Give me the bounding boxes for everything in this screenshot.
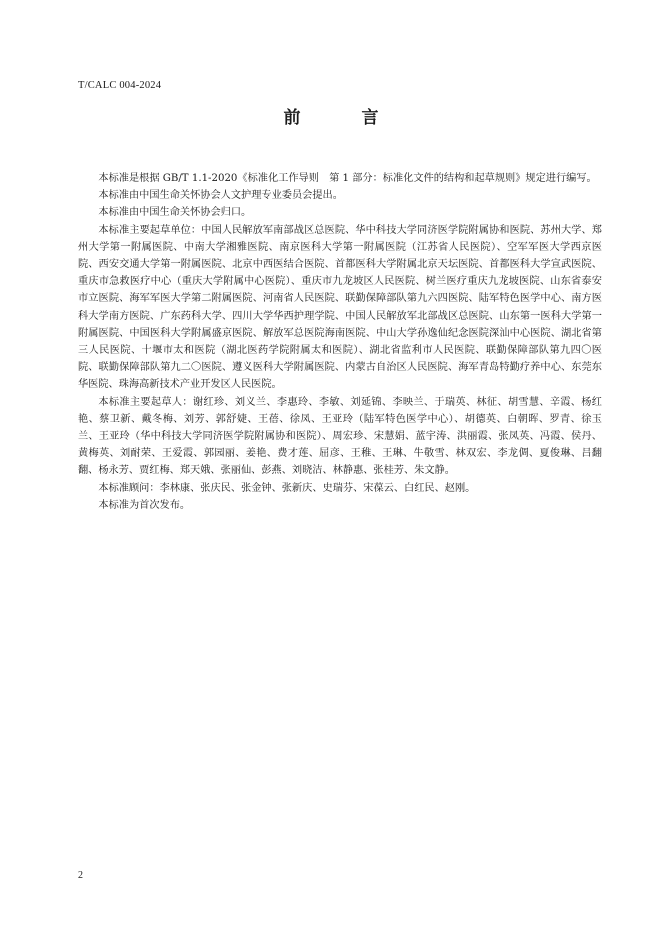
paragraph-drafting-basis: 本标准是根据 GB/T 1.1-2020《标准化工作导则 第 1 部分：标准化文件的结构和起草规则》规定进行编写。 [98, 173, 597, 184]
page-number: 2 [78, 870, 83, 881]
paragraph-proposer: 本标准由中国生命关怀协会人文护理专业委员会提出。 [98, 190, 343, 202]
paragraph-drafting-units: 本标准主要起草单位：中国人民解放军南部战区总医院、华中科技大学同济医学院附属协和医院、苏州大学、郑州大学第一附属医院、中南大学湘雅医院、南京医科大学第一附属医院（江苏省人民医院）、空军军医大学西京医院、西安交通大学第一附属医院、北京中西医结合医院、首都医科大学附属北京天坛医院、首都医科大学宣武医院、重庆市急救医疗中心（重庆大学附属中心医院）、重庆市九龙坡区人民医院、树兰医疗重庆九龙坡医院、山东省泰安市立医院、海军军医大学第二附属医院、河南省人民医院、联勤保障部队第九六四医院、陆军特色医学中心、南方医科大学南方医院、广东药科大学、四川大学华西护理学院、中国人民解放军北部战区总医院、山东第一医科大学第一附属医院、中国医科大学附属盛京医院、解放军总医院海南医院、中山大学孙逸仙纪念医院深汕中心医院、湖北省第三人民医院、十堰市太和医院（湖北医药学院附属太和医院）、湖北省监利市人民医院、联勤保障部队第九四〇医院、联勤保障部队第九二〇医院、遵义医科大学附属医院、内蒙古自治区人民医院、海军青岛特勤疗养中心、东莞东华医院、珠海高新技术产业开发区人民医院。 [78, 224, 602, 391]
paragraph-administrator: 本标准由中国生命关怀协会归口。 [98, 207, 252, 219]
page-title: 前 言 [283, 108, 401, 128]
foreword-body [78, 170, 602, 514]
paragraph-drafters: 本标准主要起草人：谢红珍、刘义兰、李惠玲、李敏、刘延锦、李映兰、于瑞英、林征、胡雪慧、辛霞、杨红艳、蔡卫新、戴冬梅、刘芳、郭舒婕、王蓓、徐凤、王亚玲（陆军特色医学中心）、胡德英、白朝晖、罗青、徐玉兰、王亚玲（华中科技大学同济医学院附属协和医院）、周宏珍、宋慧娟、蓝宇涛、洪丽霞、张凤英、冯霞、侯丹、黄梅英、刘耐荣、王爱霞、郭园丽、姜艳、费才莲、屈彦、王稚、王琳、牛敬雪、林双宏、李龙倜、夏俊琳、吕翻翻、杨永芳、贾红梅、郑天娥、张丽仙、彭燕、刘晓洁、林静惠、张桂芳、朱文静。 [78, 396, 602, 477]
paragraph-first-release: 本标准为首次发布。 [98, 499, 191, 511]
document-code: T/CALC 004-2024 [78, 80, 162, 91]
paragraph-advisors: 本标准顾问：李林康、张庆民、张金钟、张新庆、史瑞芬、宋葆云、白红民、赵刚。 [98, 482, 476, 494]
